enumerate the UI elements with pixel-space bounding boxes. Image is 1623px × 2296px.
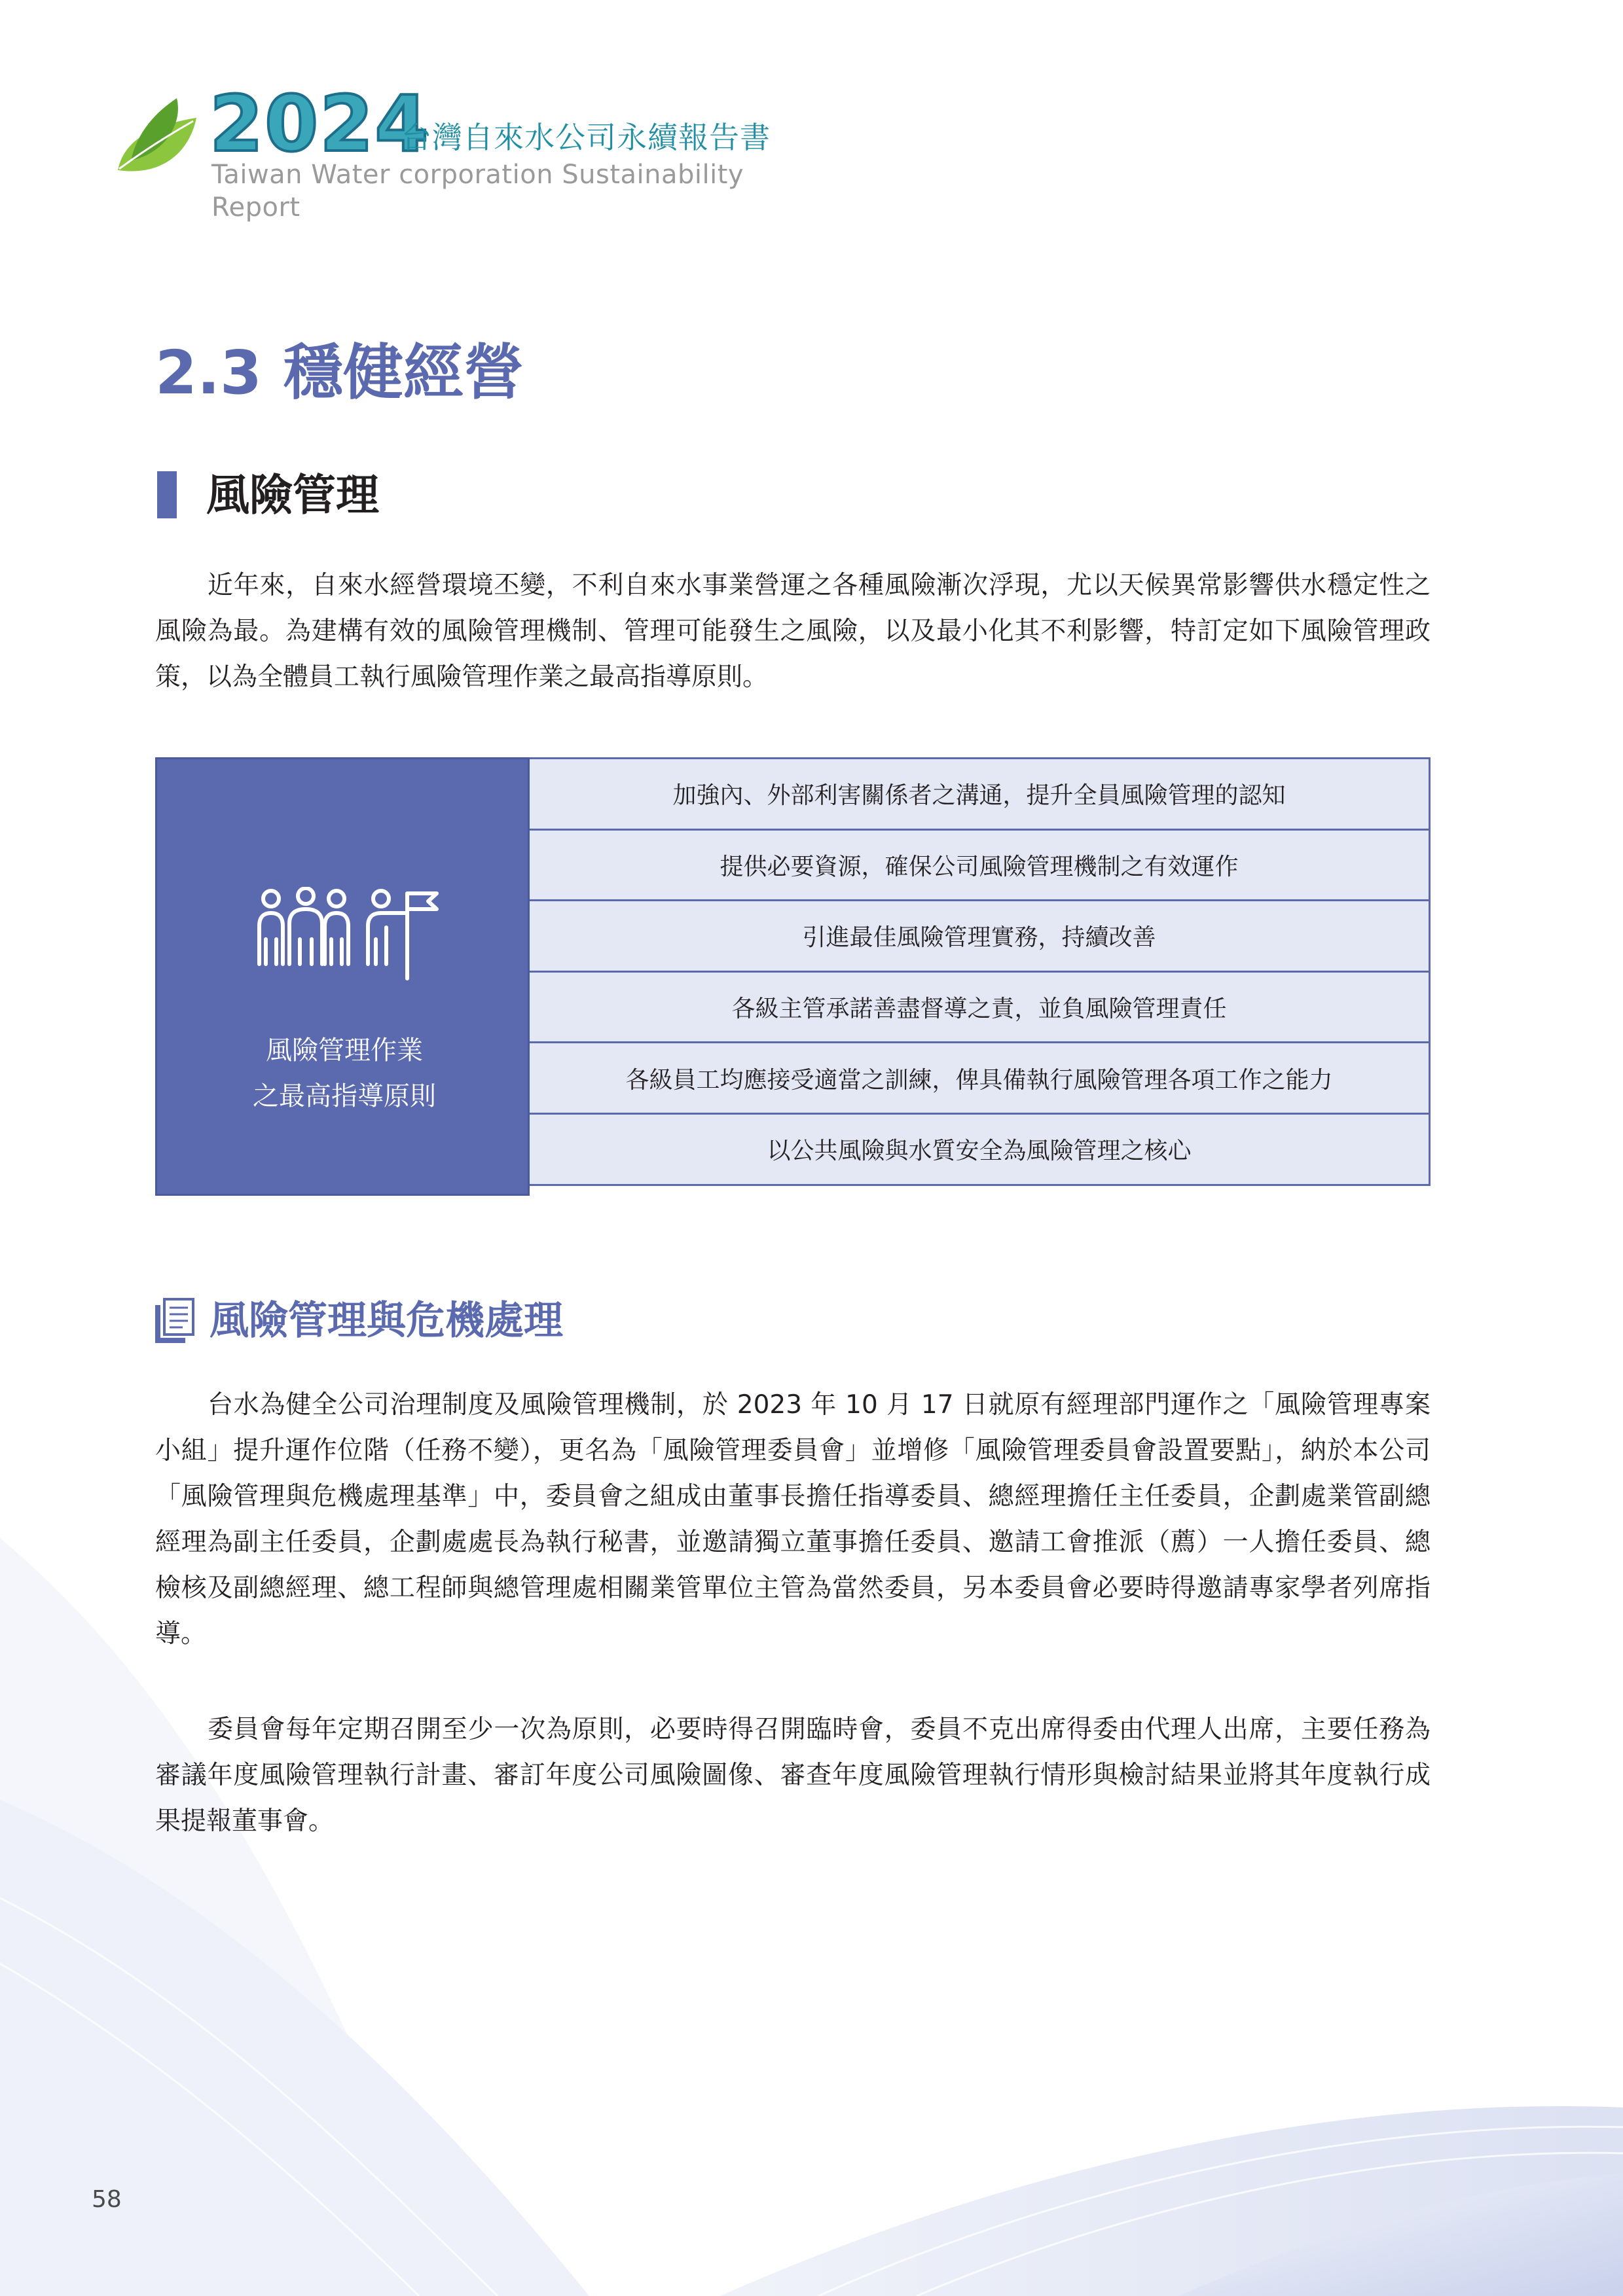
policy-item: 以公共風險與水質安全為風險管理之核心 <box>530 1113 1431 1186</box>
leaf-logo-icon <box>111 98 203 183</box>
policy-label-panel <box>155 757 530 1196</box>
policy-item: 提供必要資源，確保公司風險管理機制之有效運作 <box>530 829 1431 902</box>
policy-label <box>157 1028 532 1119</box>
policy-label-line1: 風險管理作業 <box>266 1035 423 1066</box>
risk-intro-text: 近年來，自來水經營環境丕變，不利自來水事業營運之各種風險漸次浮現，尤以天候異常影響供水穩定性之風險為最。為建構有效的風險管理機制、管理可能發生之風險，以及最小化其不利影響，特訂定如下風險管理政策，以為全體員工執行風險管理作業之最高指導原則。 <box>155 571 1431 692</box>
policy-item: 各級主管承諾善盡督導之責，並負風險管理責任 <box>530 971 1431 1044</box>
risk-management-heading: 風險管理 <box>206 470 379 520</box>
policy-item: 引進最佳風險管理實務，持續改善 <box>530 899 1431 973</box>
policy-item: 加強內、外部利害關係者之溝通，提升全員風險管理的認知 <box>530 757 1431 831</box>
crisis-paragraph-2 <box>155 1707 1431 1844</box>
risk-intro-paragraph <box>155 563 1431 700</box>
policy-items <box>530 757 1431 1196</box>
crisis-text-2: 委員會每年定期召開至少一次為原則，必要時得召開臨時會，委員不克出席得委由代理人出席，主要任務為審議年度風險管理執行計畫、審訂年度公司風險圖像、審查年度風險管理執行情形與檢討結果並將其年度執行成果提報董事會。 <box>155 1715 1431 1836</box>
section-title: 2.3 穩健經營 <box>155 338 524 408</box>
policy-label-line2: 之最高指導原則 <box>253 1081 436 1111</box>
crisis-paragraph-1 <box>155 1382 1431 1657</box>
crisis-heading: 風險管理與危機處理 <box>210 1298 563 1344</box>
crisis-text-1: 台水為健全公司治理制度及風險管理機制，於 2023 年 10 月 17 日就原有經理部門運作之「風險管理專案小組」提升運作位階（任務不變），更名為「風險管理委員會」並增修「風險管理委員會設置要點」，納於本公司「風險管理與危機處理基準」中，委員會之組成由董事長擔任指導委員、總經理擔任主任委員，企劃處業管副總經理為副主任委員，企劃處處長為執行秘書，並邀請獨立董事擔任委員、邀請工會推派（薦）一人擔任委員、總檢核及副總經理、總工程師與總管理處相關業管單位主管為當然委員，另本委員會必要時得邀請專家學者列席指導。 <box>155 1390 1431 1649</box>
heading-bar <box>157 471 177 518</box>
page-number: 58 <box>92 2186 122 2213</box>
report-title-zh: 台灣自來水公司永續報告書 <box>401 120 771 155</box>
policy-item: 各級員工均應接受適當之訓練，俾具備執行風險管理各項工作之能力 <box>530 1041 1431 1115</box>
policy-box <box>155 757 1431 1196</box>
report-title-en: Taiwan Water corporation Sustainability Report <box>211 160 744 223</box>
report-header <box>111 79 831 223</box>
report-year: 2024 <box>210 79 430 169</box>
people-with-flag-icon <box>257 887 443 985</box>
document-icon <box>155 1297 196 1343</box>
